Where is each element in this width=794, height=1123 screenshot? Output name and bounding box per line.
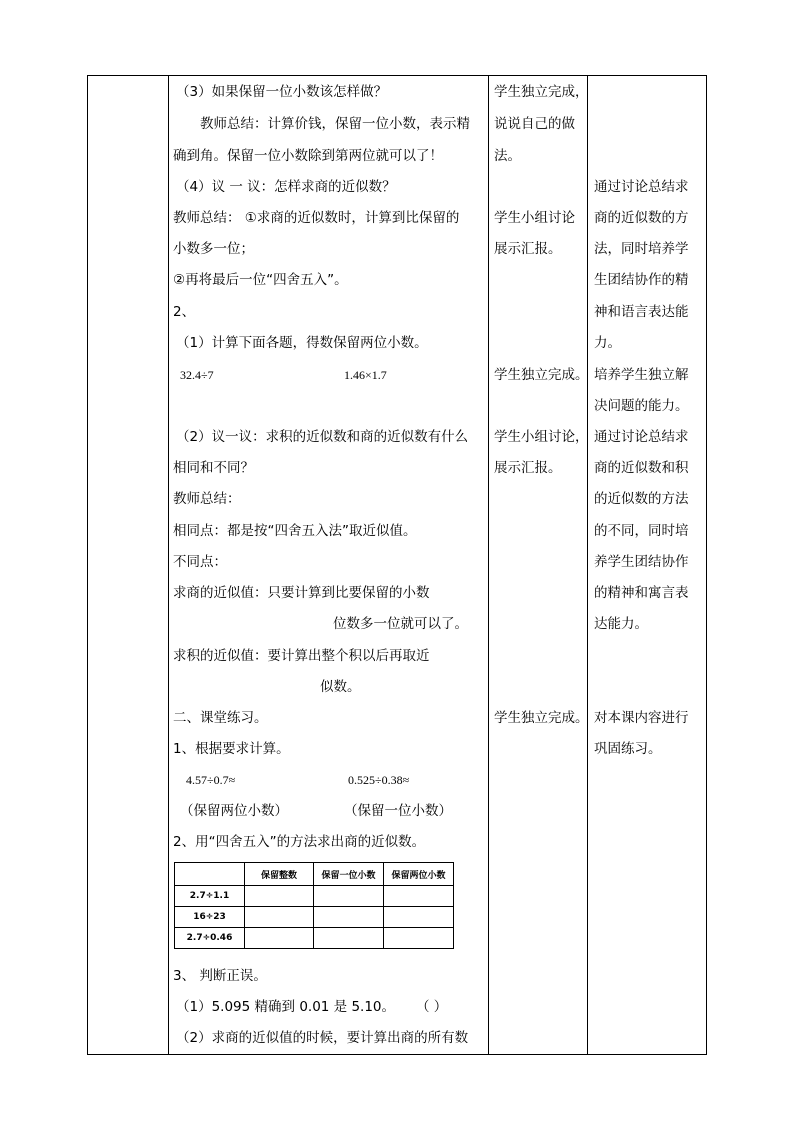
- table-cell: [384, 928, 454, 949]
- approximation-table-header: [175, 863, 454, 886]
- student-activity-line: 法。: [494, 148, 521, 164]
- table-row-label: 2.7÷0.46: [175, 928, 245, 949]
- design-purpose-line: 养学生团结协作: [594, 554, 689, 570]
- process-line: （2）议一议：求积的近似数和商的近似数有什么: [176, 429, 469, 445]
- design-purpose-line: 通过讨论总结求: [594, 179, 689, 195]
- process-line: 教师总结：: [173, 491, 241, 507]
- process-line: （保留两位小数）: [180, 803, 288, 819]
- student-activity-line: 学生独立完成。: [494, 710, 589, 726]
- process-line: 求积的近似值：要计算出整个积以后再取近: [173, 648, 430, 664]
- table-row-label: 2.7÷1.1: [175, 886, 245, 907]
- design-purpose-line: 商的近似数的方: [594, 210, 689, 226]
- student-activity-line: 展示汇报。: [494, 241, 562, 257]
- process-line: 确到角。保留一位小数除到第两位就可以了！: [173, 148, 443, 164]
- process-line: （2）求商的近似值的时候，要计算出商的所有数: [176, 1030, 469, 1046]
- student-activity-line: 学生小组讨论，: [494, 429, 589, 445]
- table-cell: [384, 886, 454, 907]
- table-header-cell: 保留整数: [245, 863, 314, 886]
- approximation-table: [174, 862, 454, 949]
- table-cell: [314, 928, 384, 949]
- section-heading: 二、课堂练习。: [173, 710, 268, 726]
- table-row: [175, 886, 454, 907]
- process-line: （1）5.095 精确到 0.01 是 5.10。: [176, 999, 396, 1015]
- process-line: （1）计算下面各题，得数保留两位小数。: [176, 335, 428, 351]
- table-border-left: [87, 75, 88, 1055]
- exercise-expression: 0.525÷0.38≈: [348, 773, 410, 787]
- process-line: 求商的近似值：只要计算到比要保留的小数: [173, 585, 430, 601]
- table-border-col2: [168, 75, 169, 1055]
- exercise-expression: 1.46×1.7: [344, 368, 387, 382]
- process-line: （4）议 一 议：怎样求商的近似数？: [176, 179, 396, 195]
- design-purpose-line: 法，同时培养学: [594, 241, 689, 257]
- student-activity-line: 说说自己的做: [494, 116, 575, 132]
- process-line: 2、: [173, 304, 196, 320]
- table-row: [175, 907, 454, 928]
- table-cell: [245, 886, 314, 907]
- process-line: 相同和不同？: [173, 460, 254, 476]
- student-activity-line: 学生独立完成，: [494, 84, 589, 100]
- student-activity-line: 展示汇报。: [494, 460, 562, 476]
- table-border-col3: [488, 75, 489, 1055]
- design-purpose-line: 的不同，同时培: [594, 523, 689, 539]
- table-header-cell: 保留两位小数: [384, 863, 454, 886]
- table-row: [175, 928, 454, 949]
- process-line: 小数多一位；: [173, 241, 254, 257]
- table-border-right: [706, 75, 707, 1055]
- process-line: 1、根据要求计算。: [173, 741, 290, 757]
- design-purpose-line: 达能力。: [594, 616, 648, 632]
- answer-blank: （ ）: [416, 999, 448, 1015]
- table-cell: [314, 886, 384, 907]
- process-line: 似数。: [320, 679, 361, 695]
- design-purpose-line: 对本课内容进行: [594, 710, 689, 726]
- design-purpose-line: 巩固练习。: [594, 741, 662, 757]
- table-cell: [245, 907, 314, 928]
- design-purpose-line: 商的近似数和积: [594, 460, 689, 476]
- design-purpose-line: 通过讨论总结求: [594, 429, 689, 445]
- section-heading: 3、 判断正误。: [173, 968, 267, 984]
- table-border-col4: [587, 75, 588, 1055]
- table-cell: [245, 928, 314, 949]
- process-line: 教师总结：计算价钱，保留一位小数，表示精: [200, 116, 470, 132]
- design-purpose-line: 力。: [594, 335, 621, 351]
- table-top-border: [87, 75, 707, 76]
- process-line: 不同点：: [173, 554, 227, 570]
- process-line: 教师总结： ①求商的近似数时，计算到比保留的: [173, 210, 460, 226]
- table-header-cell: [175, 863, 245, 886]
- student-activity-line: 学生独立完成。: [494, 367, 589, 383]
- design-purpose-line: 决问题的能力。: [594, 398, 689, 414]
- table-cell: [384, 907, 454, 928]
- exercise-expression: 32.4÷7: [180, 368, 214, 382]
- design-purpose-line: 神和语言表达能: [594, 304, 689, 320]
- process-line: （保留一位小数）: [344, 803, 452, 819]
- process-line: ②再将最后一位“四舍五入”。: [173, 272, 348, 288]
- exercise-expression: 4.57÷0.7≈: [186, 773, 236, 787]
- process-line: （3）如果保留一位小数该怎样做？: [176, 84, 388, 100]
- table-header-cell: 保留一位小数: [314, 863, 384, 886]
- process-line: 位数多一位就可以了。: [333, 616, 468, 632]
- table-row-label: 16÷23: [175, 907, 245, 928]
- process-line: 相同点：都是按“四舍五入法”取近似值。: [173, 523, 417, 539]
- design-purpose-line: 生团结协作的精: [594, 272, 689, 288]
- table-bottom-border: [87, 1054, 707, 1055]
- design-purpose-line: 培养学生独立解: [594, 367, 689, 383]
- student-activity-line: 学生小组讨论: [494, 210, 575, 226]
- process-line: 2、用“四舍五入”的方法求出商的近似数。: [173, 834, 426, 850]
- table-cell: [314, 907, 384, 928]
- design-purpose-line: 的精神和寓言表: [594, 585, 689, 601]
- design-purpose-line: 的近似数的方法: [594, 491, 689, 507]
